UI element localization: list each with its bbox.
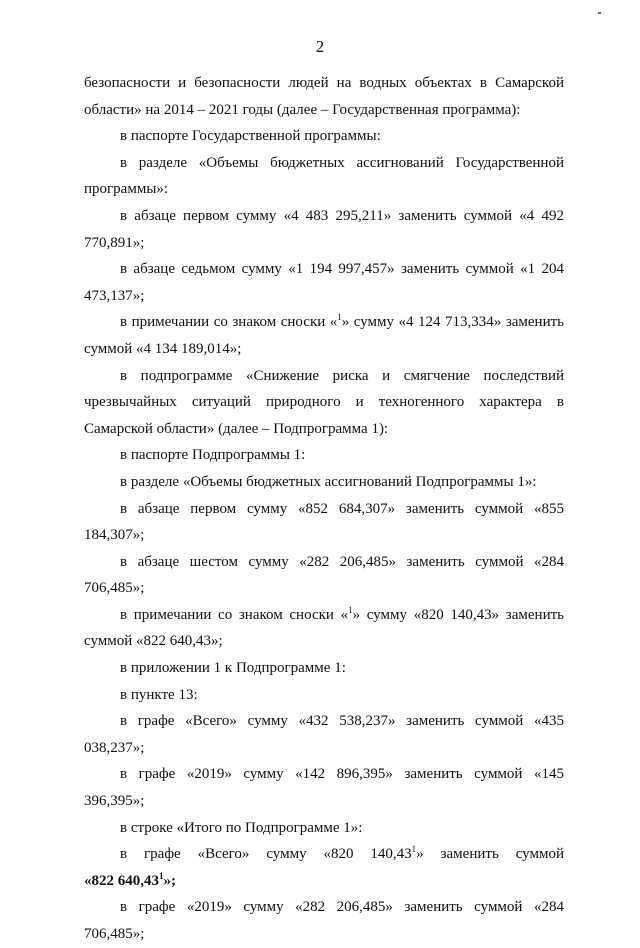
paragraph: в абзаце седьмом сумму «1 194 997,457» заменить суммой «1 204 473,137»; — [84, 261, 564, 304]
paragraph — [84, 602, 564, 655]
paragraph: в графе «Всего» сумму «432 538,237» заменить суммой «435 038,237»; — [84, 713, 564, 756]
paragraph: в абзаце первом сумму «852 684,307» заменить суммой «855 184,307»; — [84, 500, 564, 544]
paragraph: в пункте 13: — [120, 686, 198, 703]
paragraph: в строке «Итого по Подпрограмме 1»: — [120, 819, 363, 836]
paragraph — [84, 309, 564, 362]
text-run: » сумму «4 124 713,334» заменить суммой «4 134 189,014»; — [84, 314, 565, 357]
paragraph: в абзаце шестом сумму «282 206,485» заменить суммой «284 706,485»; — [84, 553, 564, 597]
paragraph: в подпрограмме «Снижение риска и смягчение последствий чрезвычайных ситуаций природного и техногенного характера в Самарской области» (далее – Подпрограмма 1): — [84, 367, 564, 437]
page-number: 2 — [315, 37, 325, 56]
paragraph: в графе «2019» сумму «142 896,395» заменить суммой «145 396,395»; — [84, 766, 564, 810]
paragraph — [84, 841, 564, 868]
text-run: » заменить суммой — [416, 846, 564, 863]
footnote-mark: 1 — [411, 844, 417, 855]
footnote-mark: 1 — [348, 604, 353, 615]
text-run: в примечании со знаком сноски « — [120, 314, 338, 331]
document-body — [84, 70, 564, 948]
paragraph: в графе «2019» сумму «282 206,485» заменить суммой «284 706,485»; — [84, 899, 564, 942]
paragraph: в разделе «Объемы бюджетных ассигнований Государственной программы»: — [84, 154, 564, 198]
paragraph: безопасности и безопасности людей на водных объектах в Самарской области» на 2014 – 2021 годы (далее – Государственная программа): — [84, 75, 564, 118]
text-run: в графе «Всего» сумму «820 140,43 — [120, 846, 412, 863]
text-run: в примечании со знаком сноски « — [120, 606, 349, 623]
text-run: «822 640,43 — [84, 872, 159, 889]
footnote-mark: 1 — [159, 870, 164, 881]
paragraph: в паспорте Государственной программы: — [120, 128, 381, 145]
paragraph: в абзаце первом сумму «4 483 295,211» заменить суммой «4 492 770,891»; — [84, 207, 564, 251]
scan-mark — [598, 12, 601, 14]
paragraph: в приложении 1 к Подпрограмме 1: — [120, 660, 346, 677]
text-run: »; — [163, 872, 176, 889]
paragraph: в разделе «Объемы бюджетных ассигнований Подпрограммы 1»: — [120, 473, 537, 490]
paragraph — [84, 868, 564, 895]
footnote-mark: 1 — [337, 312, 342, 323]
paragraph: в паспорте Подпрограммы 1: — [120, 447, 306, 464]
text-run: » сумму «820 140,43» заменить суммой «822 640,43»; — [84, 606, 564, 650]
